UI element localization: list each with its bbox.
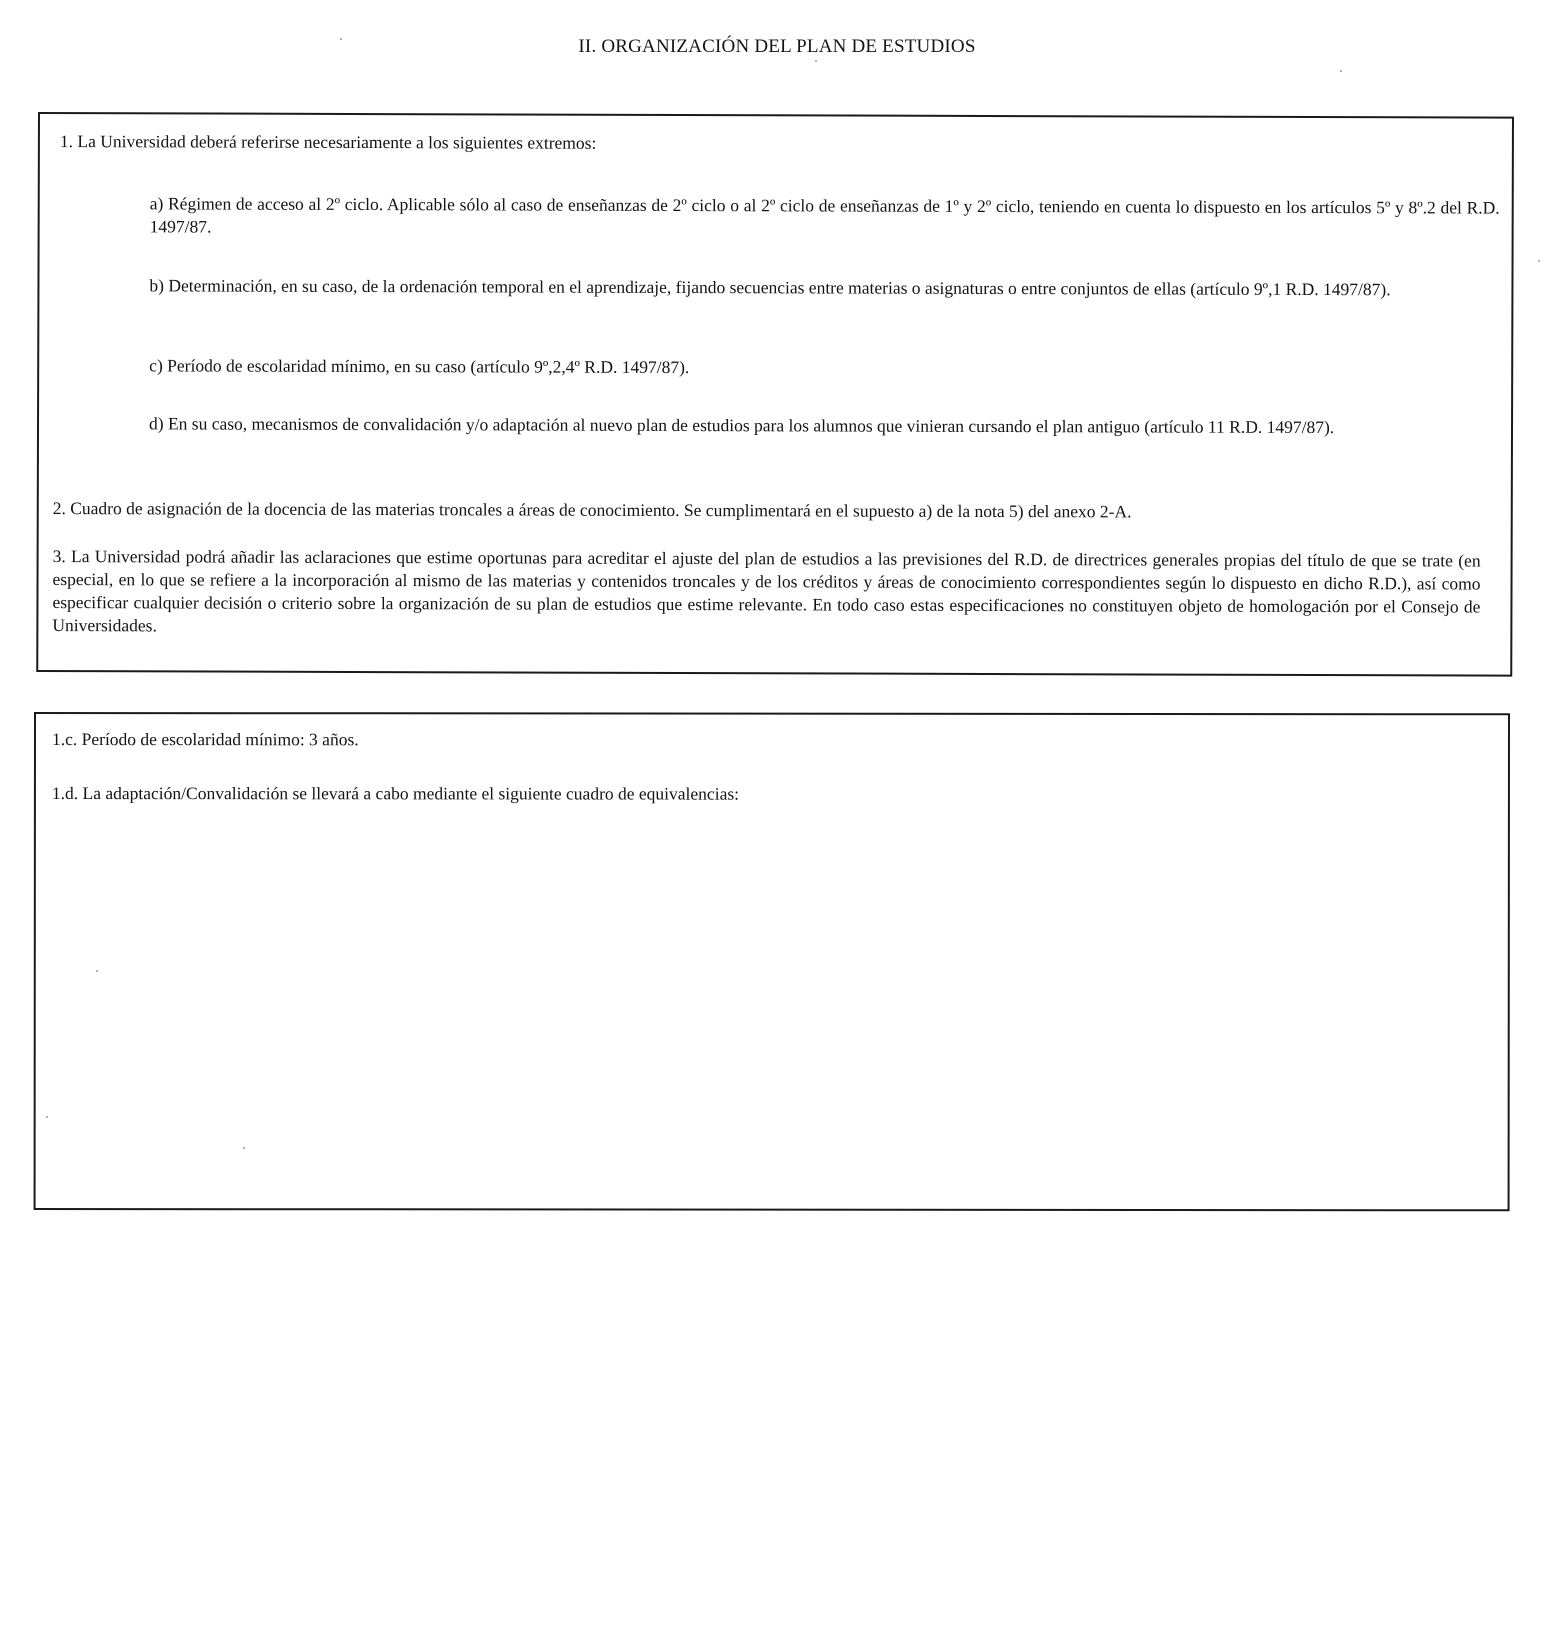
- item-1b-temporal-ordering: b) Determinación, en su caso, de la ordenación temporal en el aprendizaje, fijando secuencias entre materias o asignaturas o entre conjuntos de ellas (artículo 9º,1 R.D. 1497/87).: [149, 275, 1391, 300]
- item-1-intro: 1. La Universidad deberá referirse necesariamente a los siguientes extremos:: [59, 131, 597, 153]
- item-3-clarifications: 3. La Universidad podrá añadir las aclaraciones que estime oportunas para acreditar el ajuste del plan de estudios a las previsiones del R.D. de directrices generales propias del título de que se trate (en especial, en lo que se refiere a la incorporación al mismo de las materias y contenidos troncales y de los créditos y áreas de conocimiento correspondientes según lo dispuesto en dicho R.D.), así como especificar cualquier decisión o criterio sobre la organización de su plan de estudios que estime relevante. En todo caso estas especificaciones no constituyen objeto de homologación por el Consejo de Universidades.: [52, 546, 1481, 636]
- instructions-box: [36, 112, 1514, 677]
- item-1c-minimum-period: c) Período de escolaridad mínimo, en su caso (artículo 9º,2,4º R.D. 1497/87).: [149, 355, 690, 378]
- response-1d-equivalence-table: 1.d. La adaptación/Convalidación se llevará a cabo mediante el siguiente cuadro de equivalencias:: [51, 783, 740, 804]
- response-1c-minimum-period: 1.c. Período de escolaridad mínimo: 3 años.: [51, 729, 359, 750]
- scan-speck: [1538, 260, 1540, 262]
- scan-speck: [1340, 70, 1342, 72]
- item-1a-access-regime: a) Régimen de acceso al 2º ciclo. Aplicable sólo al caso de enseñanzas de 2º ciclo o al 2º ciclo de enseñanzas de 1º y 2º ciclo, teniendo en cuenta lo dispuesto en los artículos 5º y 8º.2 del R.D. 1497/87.: [149, 193, 1500, 237]
- scan-speck: [46, 1116, 48, 1118]
- scan-speck: [340, 38, 342, 40]
- response-box: [34, 712, 1510, 1211]
- scan-speck: [243, 1147, 245, 1149]
- item-1d-convalidation: d) En su caso, mecanismos de convalidación y/o adaptación al nuevo plan de estudios para los alumnos que vinieran cursando el plan antiguo (artículo 11 R.D. 1497/87).: [148, 413, 1335, 438]
- item-2-teaching-assignment: 2. Cuadro de asignación de la docencia de las materias troncales a áreas de conocimiento. Se cumplimentará en el supuesto a) de la nota 5) del anexo 2-A.: [52, 498, 1132, 522]
- scan-speck: [815, 60, 817, 62]
- scan-speck: [96, 970, 98, 972]
- page-title: II. ORGANIZACIÓN DEL PLAN DE ESTUDIOS: [578, 36, 976, 57]
